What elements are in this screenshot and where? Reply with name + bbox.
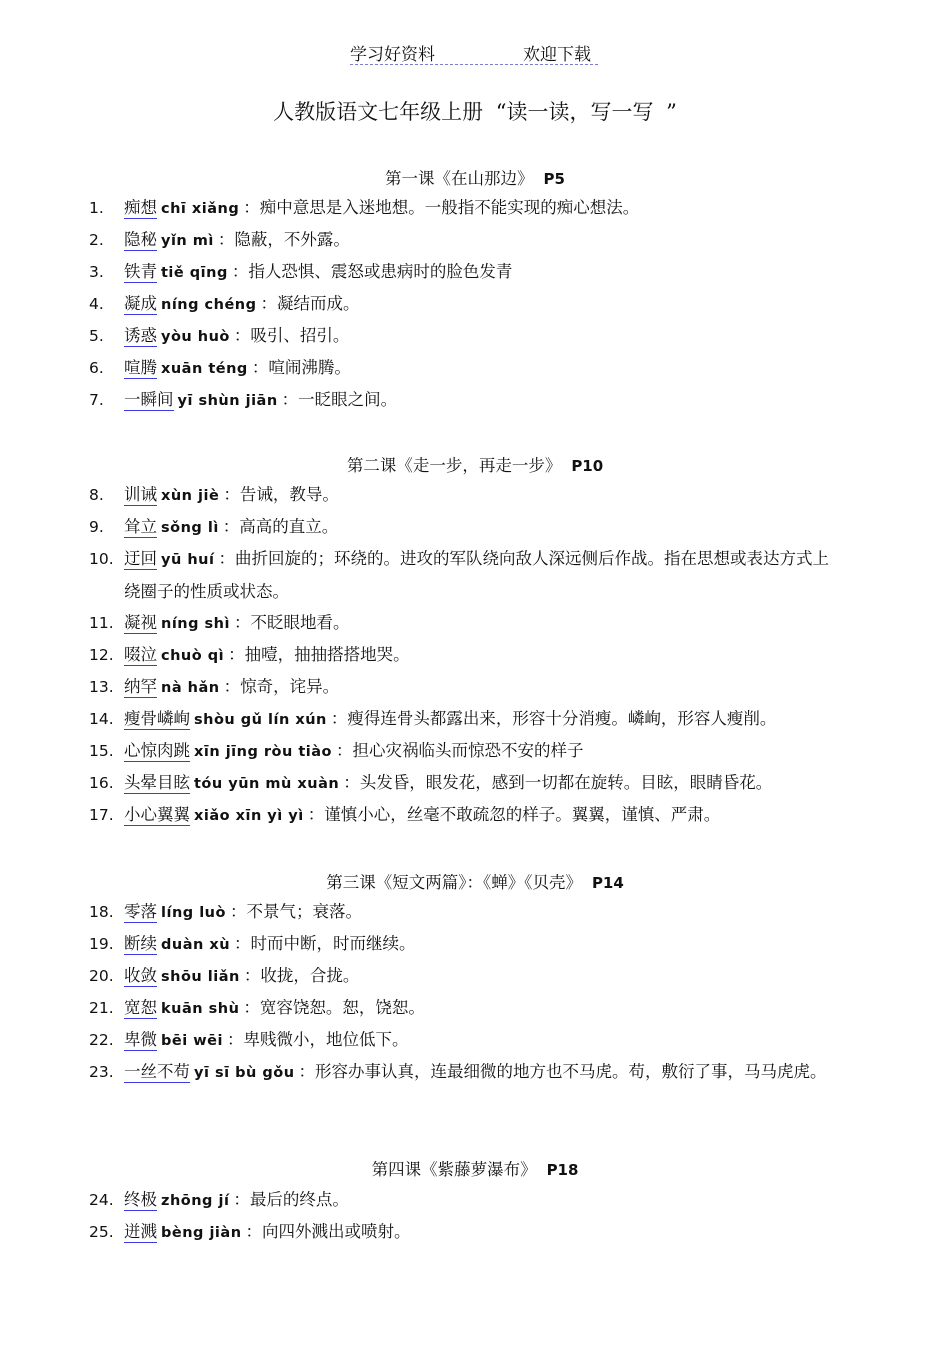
vocab-item [89, 703, 829, 736]
item-number: 1. [89, 199, 104, 217]
item-body [124, 511, 829, 544]
vocab-pinyin: tóu yūn mù xuàn [194, 776, 340, 792]
vocab-definition: ：痴中意思是入迷地想。一般指不能实现的痴心想法。 [243, 198, 640, 217]
vocab-definition: ：不眨眼地看。 [233, 613, 350, 632]
item-number: 7. [89, 391, 104, 409]
lesson-heading [0, 165, 950, 189]
item-body [124, 703, 829, 736]
item-body [124, 256, 829, 289]
vocab-item [89, 543, 829, 608]
vocab-word: 头晕目眩 [124, 773, 190, 792]
vocab-word: 训诫 [124, 485, 157, 504]
vocab-item [89, 1056, 829, 1089]
vocab-pinyin: chī xiǎng [161, 201, 240, 217]
item-body [124, 384, 829, 417]
vocab-definition: ：时而中断，时而继续。 [234, 934, 416, 953]
vocab-item [89, 479, 829, 512]
lesson-heading [0, 452, 950, 476]
vocab-item [89, 992, 829, 1025]
item-body [124, 767, 829, 800]
vocab-pinyin: xiǎo xīn yì yì [194, 808, 304, 824]
vocab-word: 迸溅 [124, 1222, 157, 1241]
item-body [124, 192, 829, 225]
vocab-definition: ：谨慎小心，丝毫不敢疏忽的样子。翼翼，谨慎、严肃。 [307, 805, 721, 824]
vocab-word: 诱惑 [124, 326, 157, 345]
vocab-definition: ：最后的终点。 [233, 1190, 349, 1209]
vocab-word: 宽恕 [124, 998, 157, 1017]
page-header [350, 40, 598, 65]
lesson-name: 第二课《走一步，再走一步》 [346, 456, 562, 475]
vocab-definition: ：瘦得连骨头都露出来，形容十分消瘦。嶙峋，形容人瘦削。 [330, 709, 777, 728]
vocab-item [89, 511, 829, 544]
vocab-pinyin: xīn jīng ròu tiào [194, 744, 333, 760]
vocab-word: 卑微 [124, 1030, 157, 1049]
item-number: 18. [89, 903, 114, 921]
vocab-definition: ：卑贱微小，地位低下。 [226, 1030, 409, 1049]
item-body [124, 671, 829, 704]
item-body [124, 1056, 829, 1089]
vocab-pinyin: xùn jiè [161, 488, 220, 504]
vocab-word: 啜泣 [124, 645, 157, 664]
item-number: 14. [89, 710, 114, 728]
header-left-text: 学习好资料 [350, 45, 435, 65]
vocab-definition: ：向四外溅出或喷射。 [245, 1222, 411, 1241]
vocab-pinyin: bēi wēi [161, 1033, 223, 1049]
vocab-item [89, 639, 829, 672]
vocab-word: 迂回 [124, 549, 157, 568]
vocab-definition: ：不景气；衰落。 [229, 902, 362, 921]
vocab-word: 瘦骨嶙峋 [124, 709, 190, 728]
item-body [124, 479, 829, 512]
vocab-pinyin: líng luò [161, 905, 226, 921]
vocab-item [89, 192, 829, 225]
lesson-heading [0, 1156, 950, 1180]
item-number: 25. [89, 1223, 114, 1241]
lesson-page: P5 [543, 170, 565, 188]
vocab-definition: ：惊奇，诧异。 [223, 677, 340, 696]
item-number: 6. [89, 359, 104, 377]
vocab-item [89, 1024, 829, 1057]
item-number: 2. [89, 231, 104, 249]
vocab-pinyin: tiě qīng [161, 265, 228, 281]
vocab-item [89, 384, 829, 417]
item-body [124, 1216, 829, 1249]
lesson-page: P14 [591, 874, 624, 892]
vocab-item [89, 224, 829, 257]
vocab-pinyin: nà hǎn [161, 680, 220, 696]
vocab-item [89, 1184, 829, 1217]
vocab-pinyin: zhōng jí [161, 1193, 230, 1209]
vocab-definition: ：指人恐惧、震怒或患病时的脸色发青 [231, 262, 513, 281]
vocab-item [89, 352, 829, 385]
vocab-pinyin: xuān téng [161, 361, 248, 377]
item-body [124, 352, 829, 385]
vocab-definition: ：吸引、招引。 [233, 326, 350, 345]
vocab-item [89, 767, 829, 800]
vocab-item [89, 960, 829, 993]
vocab-pinyin: chuò qì [161, 648, 225, 664]
vocab-word: 心惊肉跳 [124, 741, 190, 760]
lesson-name: 第一课《在山那边》 [385, 169, 534, 188]
item-number: 24. [89, 1191, 114, 1209]
vocab-word: 凝视 [124, 613, 157, 632]
vocab-definition: ：宽容饶恕。恕，饶恕。 [243, 998, 425, 1017]
item-body [124, 896, 829, 929]
item-number: 16. [89, 774, 114, 792]
item-number: 10. [89, 550, 114, 568]
item-body [124, 928, 829, 961]
item-body [124, 735, 829, 768]
vocab-word: 零落 [124, 902, 157, 921]
vocab-definition: ：收拢，合拢。 [243, 966, 360, 985]
vocab-word: 小心翼翼 [124, 805, 190, 824]
item-body [124, 799, 829, 832]
item-body [124, 543, 829, 608]
item-body [124, 1184, 829, 1217]
item-number: 17. [89, 806, 114, 824]
lesson-heading [0, 869, 950, 893]
lesson-page: P10 [571, 457, 604, 475]
vocab-item [89, 735, 829, 768]
vocab-pinyin: níng chéng [161, 297, 257, 313]
lesson-name: 第四课《紫藤萝瀑布》 [371, 1160, 537, 1179]
vocab-pinyin: kuān shù [161, 1001, 240, 1017]
lesson-name: 第三课《短文两篇》：《蝉》《贝壳》 [326, 873, 582, 892]
vocab-item [89, 928, 829, 961]
item-number: 20. [89, 967, 114, 985]
item-number: 5. [89, 327, 104, 345]
vocab-item [89, 1216, 829, 1249]
item-number: 12. [89, 646, 114, 664]
vocab-definition: ：一眨眼之间。 [281, 390, 398, 409]
vocab-pinyin: yī sī bù gǒu [194, 1065, 295, 1081]
vocab-item [89, 320, 829, 353]
header-right-text: 欢迎下载 [523, 45, 591, 65]
document-title: 人教版语文七年级上册 “读一读，写一写 ” [273, 100, 677, 124]
vocab-word: 断续 [124, 934, 157, 953]
vocab-word: 纳罕 [124, 677, 157, 696]
item-body [124, 320, 829, 353]
item-number: 21. [89, 999, 114, 1017]
vocab-item [89, 896, 829, 929]
vocab-pinyin: yū huí [161, 552, 215, 568]
vocab-word: 隐秘 [124, 230, 157, 249]
vocab-definition: ：喧闹沸腾。 [251, 358, 351, 377]
lesson-page: P18 [546, 1161, 579, 1179]
vocab-word: 喧腾 [124, 358, 157, 377]
item-number: 23. [89, 1063, 114, 1081]
vocab-definition: ：隐蔽，不外露。 [217, 230, 350, 249]
vocab-definition: ：高高的直立。 [222, 517, 339, 536]
item-body [124, 639, 829, 672]
vocab-pinyin: yī shùn jiān [177, 393, 278, 409]
vocab-word: 一瞬间 [124, 390, 174, 409]
vocab-definition: ：抽噎，抽抽搭搭地哭。 [228, 645, 410, 664]
vocab-definition: ：担心灾祸临头而惊恐不安的样子 [336, 741, 584, 760]
item-number: 11. [89, 614, 114, 632]
vocab-item [89, 256, 829, 289]
item-number: 15. [89, 742, 114, 760]
item-body [124, 1024, 829, 1057]
item-number: 9. [89, 518, 104, 536]
item-number: 4. [89, 295, 104, 313]
item-number: 19. [89, 935, 114, 953]
item-number: 3. [89, 263, 104, 281]
vocab-word: 收敛 [124, 966, 157, 985]
item-body [124, 224, 829, 257]
vocab-pinyin: níng shì [161, 616, 230, 632]
vocab-pinyin: yòu huò [161, 329, 230, 345]
vocab-pinyin: shōu liǎn [161, 969, 240, 985]
vocab-pinyin: duàn xù [161, 937, 231, 953]
item-body [124, 992, 829, 1025]
vocab-definition: ：凝结而成。 [260, 294, 360, 313]
vocab-word: 终极 [124, 1190, 157, 1209]
vocab-item [89, 799, 829, 832]
vocab-definition: ：头发昏，眼发花，感到一切都在旋转。目眩，眼睛昏花。 [343, 773, 773, 792]
vocab-pinyin: yǐn mì [161, 233, 214, 249]
vocab-pinyin: sǒng lì [161, 520, 219, 536]
item-number: 22. [89, 1031, 114, 1049]
vocab-item [89, 607, 829, 640]
vocab-word: 痴想 [124, 198, 157, 217]
item-number: 13. [89, 678, 114, 696]
item-body [124, 288, 829, 321]
vocab-definition: ：告诫，教导。 [223, 485, 339, 504]
item-body [124, 960, 829, 993]
item-body [124, 607, 829, 640]
vocab-word: 耸立 [124, 517, 157, 536]
vocab-word: 一丝不苟 [124, 1062, 190, 1081]
vocab-definition: ：曲折回旋的；环绕的。进攻的军队绕向敌人深远侧后作战。指在思想或表达方式上绕圈子的性质或状态。 [124, 549, 829, 601]
vocab-item [89, 671, 829, 704]
vocab-definition: ：形容办事认真，连最细微的地方也不马虎。苟，敷衍了事，马马虎虎。 [298, 1062, 827, 1081]
vocab-item [89, 288, 829, 321]
vocab-word: 铁青 [124, 262, 157, 281]
item-number: 8. [89, 486, 104, 504]
vocab-pinyin: shòu gǔ lín xún [194, 712, 327, 728]
vocab-word: 凝成 [124, 294, 157, 313]
vocab-pinyin: bèng jiàn [161, 1225, 242, 1241]
